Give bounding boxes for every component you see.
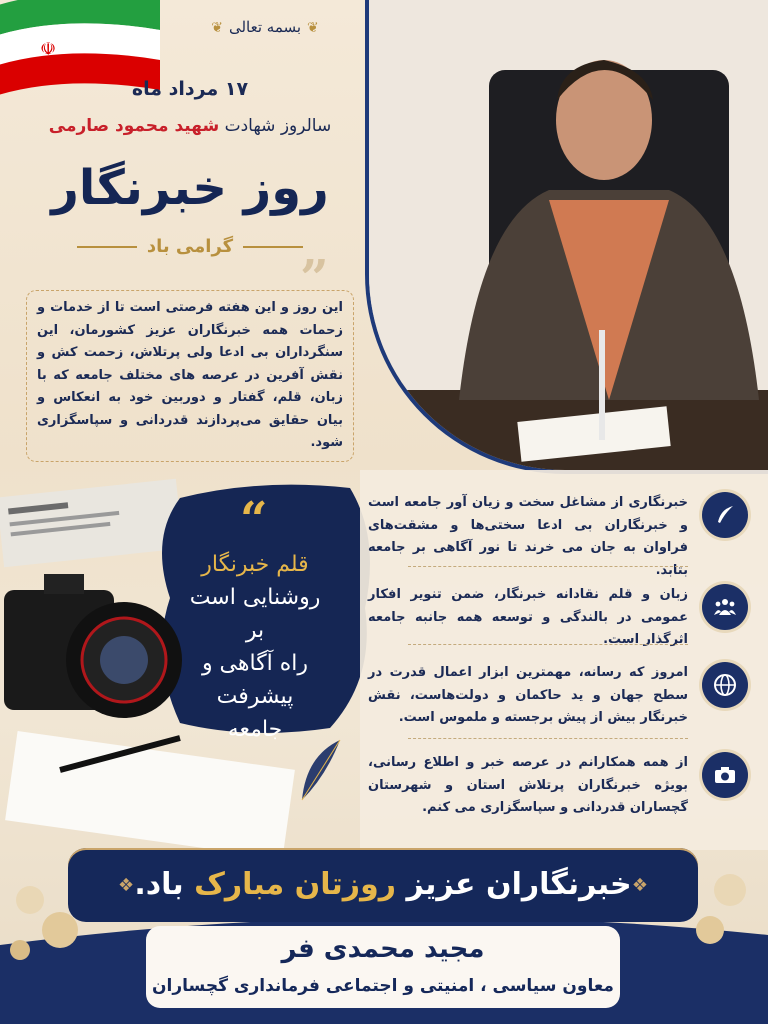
- key-point-4: [368, 752, 748, 822]
- banner-part-2: روزتان مبارک: [194, 867, 396, 902]
- portrait-illustration: [369, 0, 768, 470]
- svg-text:☫: ☫: [40, 39, 57, 60]
- quote-line-4: جامعه: [227, 717, 283, 742]
- quote-mark-icon: ”: [300, 248, 329, 307]
- diamond-ornament-icon: ❖: [118, 875, 135, 896]
- diamond-ornament-icon: ❖: [631, 875, 648, 896]
- divider-line-left: [77, 246, 137, 248]
- signature-box: [146, 926, 620, 1008]
- official-name: مجید محمدی فر: [281, 934, 485, 964]
- key-point-3: [368, 662, 748, 732]
- official-role: معاون سیاسی ، امنیتی و اجتماعی فرمانداری گچساران: [152, 976, 614, 996]
- subtitle-row: [40, 236, 340, 257]
- dashed-divider: [408, 566, 688, 567]
- official-photo: [365, 0, 768, 474]
- pen-quote: [180, 548, 330, 746]
- quote-line-1: قلم خبرنگار: [201, 552, 309, 577]
- banner-text: [68, 848, 698, 922]
- key-point-1: [368, 492, 748, 578]
- quote-mark-gold-icon: “: [240, 492, 268, 548]
- dashed-divider: [408, 738, 688, 739]
- key-point-2: [368, 584, 748, 647]
- people-group-icon: [702, 584, 748, 630]
- camera-icon: [702, 752, 748, 798]
- subtitle: گرامی باد: [146, 236, 234, 257]
- martyr-name: شهید محمود صارمی: [48, 116, 220, 136]
- date-heading: ۱۷ مرداد ماه: [131, 78, 249, 100]
- feather-pen-icon: [702, 492, 748, 538]
- key-point-text: خبرنگاری از مشاغل سخت و زیان آور جامعه است و خبرنگاران بی ادعا سختی‌ها و مشقت‌های فراوان به جان می خرند تا نور آگاهی بر جامعه بتابد.: [368, 495, 688, 578]
- dashed-divider: [408, 644, 688, 645]
- feather-icon: [296, 736, 346, 806]
- main-title: روز خبرنگار: [51, 160, 329, 216]
- camera-illustration: [0, 560, 194, 730]
- notebook-and-pen: [0, 730, 310, 850]
- key-point-text: زبان و قلم نقادانه خبرنگار، ضمن تنویر افکار عمومی در بالندگی و توسعه همه جانبه جامعه اثرگذار است.: [368, 587, 688, 647]
- key-point-text: از همه همکارانم در عرصه خبر و اطلاع رسانی، بویژه خبرنگاران پرتلاش استان و شهرستان گچساران قدردانی و سپاسگزاری می کنم.: [368, 755, 688, 815]
- anniversary-prefix: سالروز شهادت: [224, 116, 332, 136]
- banner-part-3: باد.: [134, 867, 184, 902]
- quote-line-2: روشنایی است بر: [189, 585, 321, 643]
- greeting-banner: [68, 848, 698, 922]
- divider-line-right: [243, 246, 303, 248]
- banner-part-1: خبرنگاران عزیز: [406, 867, 632, 902]
- key-point-text: امروز که رسانه، مهمترین ابزار اعمال قدرت در سطح جهان و ید حاکمان و دولت‌هاست، نقش خبرنگار بیش از پیش برجسته و ملموس است.: [368, 665, 688, 725]
- bismillah-text: ❦ بسمه تعالی ❦: [200, 18, 330, 48]
- globe-icon: [702, 662, 748, 708]
- quote-line-3: راه آگاهی و پیشرفت: [201, 651, 309, 709]
- intro-paragraph: این روز و این هفته فرصتی است تا از خدمات و زحمات همه خبرنگاران عزیز کشورمان، این سنگرداران بی ادعا ولی پرتلاش، زحمت کش و نقش آفرین در عرصه های مختلف جامعه که با زبان، قلم، گفتار و دوربین خود به انعکاس و بیان حقایق می‌پردازند قدردانی و سپاسگزاری شود.: [26, 290, 354, 462]
- anniversary-line: [10, 116, 370, 136]
